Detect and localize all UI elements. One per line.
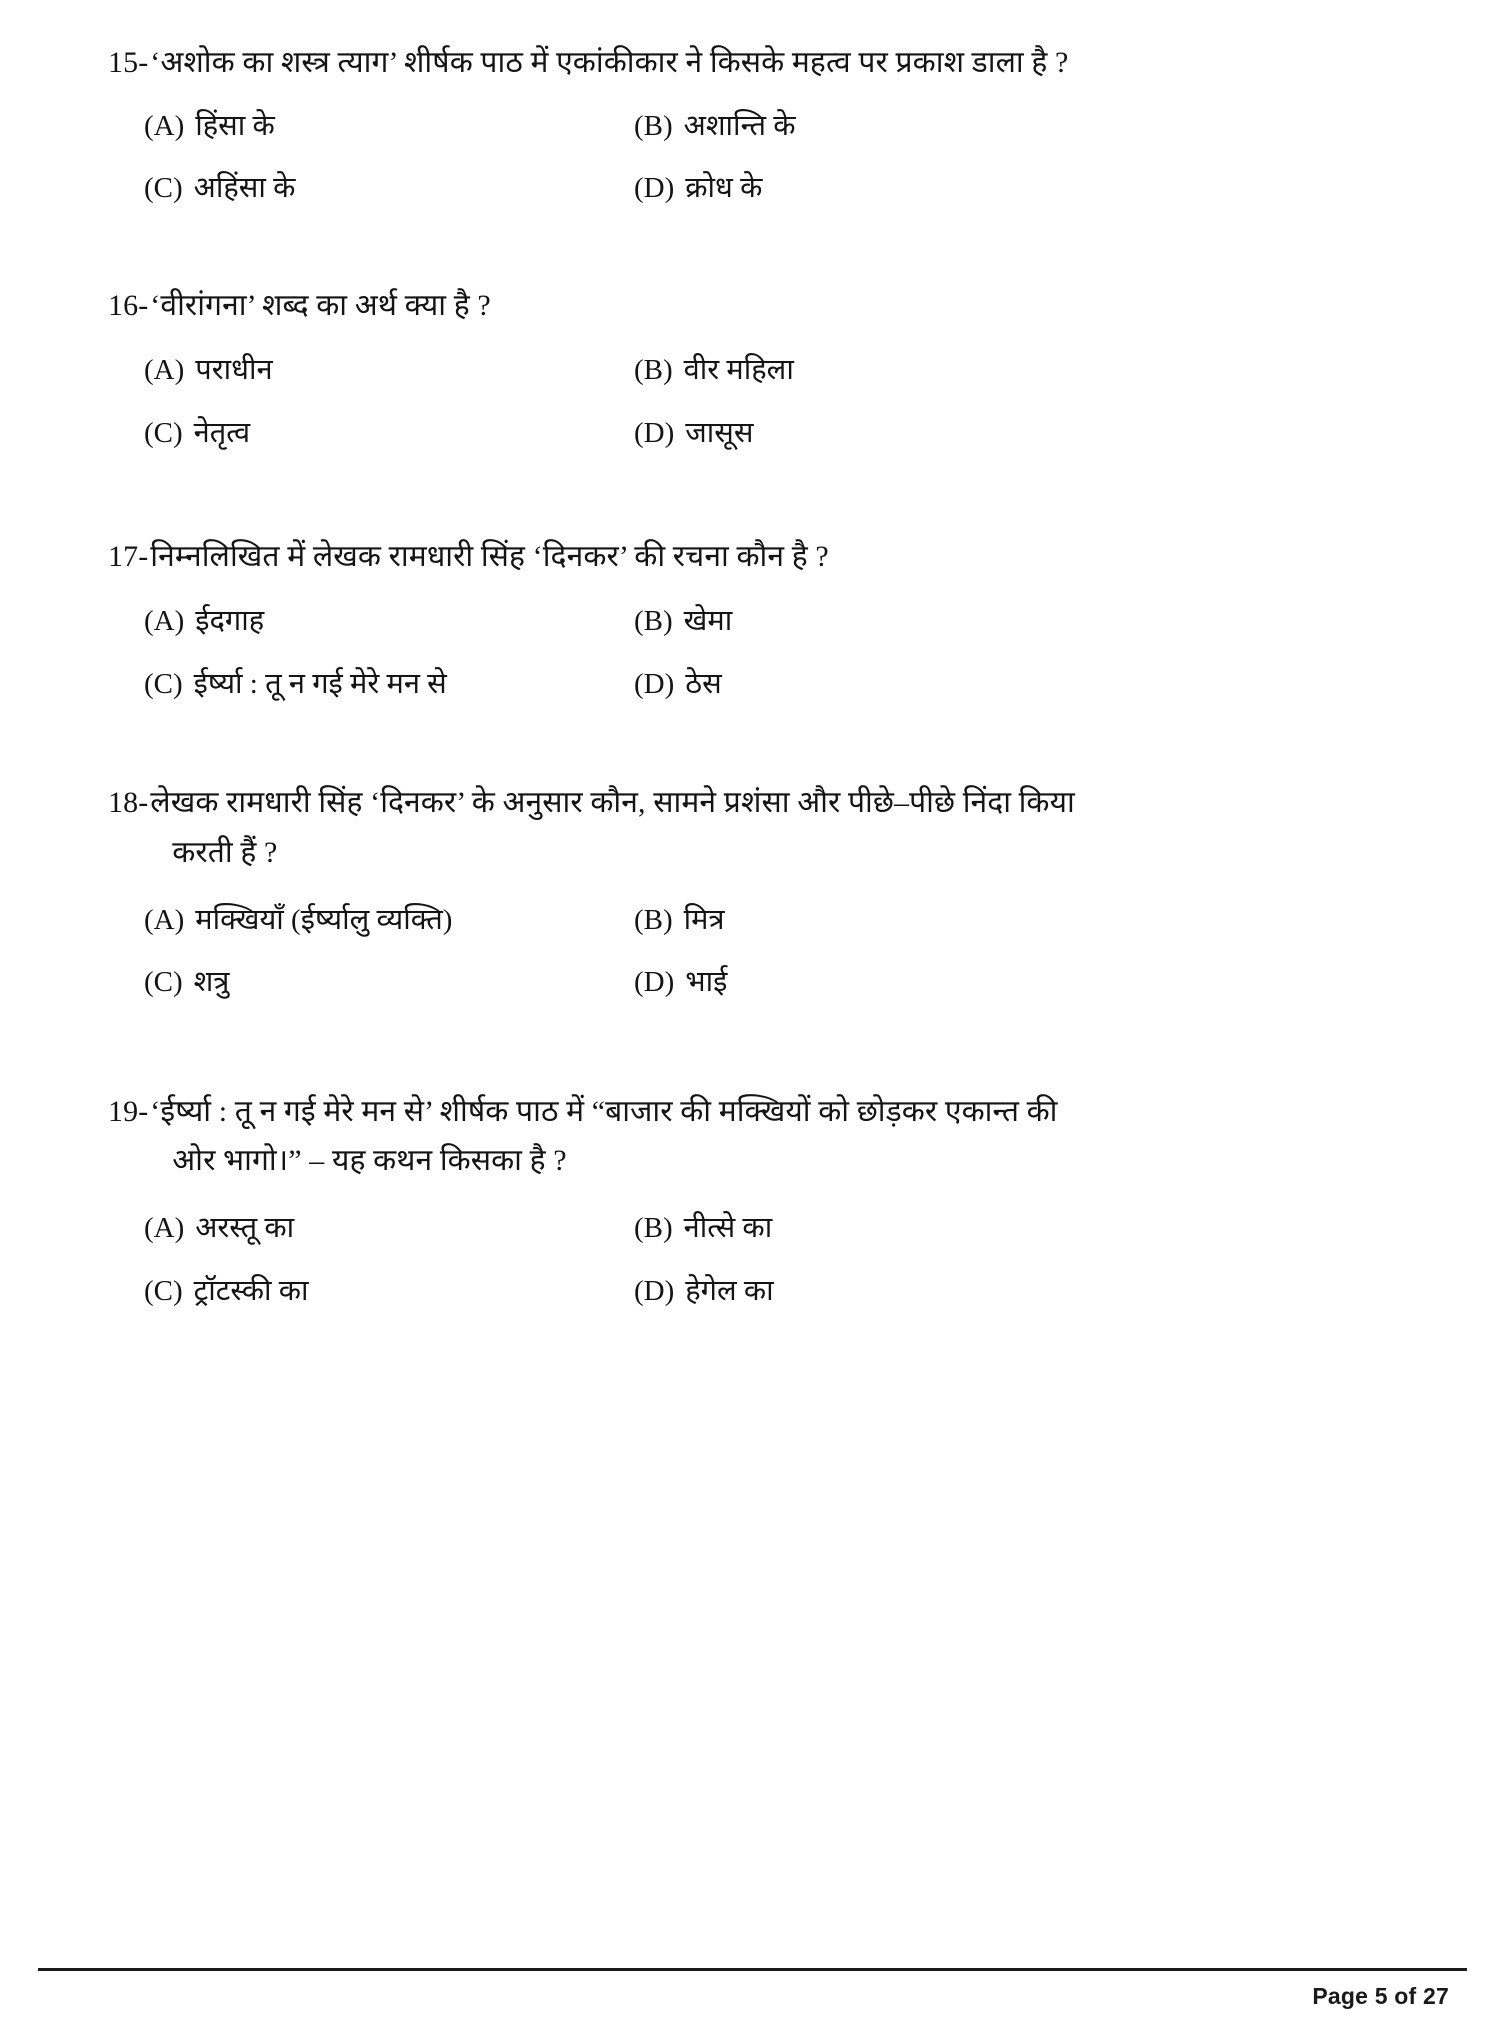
option-19-c[interactable]	[144, 1271, 634, 1312]
option-key-17-d: (D)	[634, 667, 675, 700]
option-key-17-a: (A)	[144, 605, 185, 638]
option-17-b[interactable]	[634, 601, 1403, 642]
option-key-15-b: (B)	[634, 109, 673, 142]
option-value-15-b: अशान्ति के	[683, 109, 796, 142]
question-text-19-line1: ‘ईर्ष्या : तू न गई मेरे मन से’ शीर्षक पाठ में “बाजार की मक्खियों को छोड़कर एकान्त की	[150, 1094, 1058, 1128]
option-value-19-b: नीत्से का	[683, 1211, 773, 1244]
option-key-17-c: (C)	[144, 667, 183, 700]
option-value-16-d: जासूस	[685, 416, 754, 449]
question-heading-15	[108, 40, 1403, 86]
option-17-a[interactable]	[144, 601, 634, 642]
options-18	[108, 900, 1403, 1003]
option-key-18-d: (D)	[634, 966, 675, 999]
option-key-16-b: (B)	[634, 354, 673, 387]
option-16-a[interactable]	[144, 350, 634, 391]
option-18-d[interactable]	[634, 962, 1403, 1003]
option-18-a[interactable]	[144, 900, 634, 941]
option-value-18-a: मक्खियाँ (ईर्ष्यालु व्यक्ति)	[195, 903, 453, 936]
option-16-b[interactable]	[634, 350, 1403, 391]
option-15-d[interactable]	[634, 168, 1403, 209]
footer-divider	[38, 1968, 1467, 1971]
option-row-18-ab	[144, 900, 1403, 941]
option-15-a[interactable]	[144, 106, 634, 147]
option-row-16-ab	[144, 350, 1403, 391]
option-key-19-b: (B)	[634, 1211, 673, 1244]
question-block-16	[108, 283, 1403, 454]
question-text-18-line1: लेखक रामधारी सिंह ‘दिनकर’ के अनुसार कौन, सामने प्रशंसा और पीछे–पीछे निंदा किया	[150, 786, 1075, 820]
option-key-16-a: (A)	[144, 354, 185, 387]
option-row-15-cd	[144, 168, 1403, 209]
option-key-16-d: (D)	[634, 416, 675, 449]
option-17-c[interactable]	[144, 664, 634, 705]
question-text-17: निम्नलिखित में लेखक रामधारी सिंह ‘दिनकर’ की रचना कौन है ?	[150, 539, 829, 573]
page-number-label: Page 5 of 27	[1312, 1983, 1449, 2009]
option-key-18-c: (C)	[144, 966, 183, 999]
option-key-16-c: (C)	[144, 416, 183, 449]
option-row-17-cd	[144, 664, 1403, 705]
option-16-c[interactable]	[144, 413, 634, 454]
option-key-19-a: (A)	[144, 1211, 185, 1244]
options-17	[108, 601, 1403, 704]
option-15-b[interactable]	[634, 106, 1403, 147]
option-value-19-c: ट्रॉटस्की का	[193, 1274, 309, 1307]
option-value-18-c: शत्रु	[193, 966, 230, 999]
option-value-17-c: ईर्ष्या : तू न गई मेरे मन से	[193, 667, 447, 700]
question-block-19	[108, 1089, 1403, 1311]
question-heading-19	[108, 1089, 1403, 1184]
option-key-17-b: (B)	[634, 605, 673, 638]
option-value-15-d: क्रोध के	[685, 172, 763, 205]
question-heading-18	[108, 780, 1403, 875]
options-19	[108, 1208, 1403, 1311]
question-text-15: ‘अशोक का शस्त्र त्याग’ शीर्षक पाठ में एकांकीकार ने किसके महत्व पर प्रकाश डाला है ?	[150, 46, 1069, 79]
option-value-17-a: ईदगाह	[195, 605, 265, 638]
option-row-17-ab	[144, 601, 1403, 642]
option-row-19-cd	[144, 1271, 1403, 1312]
option-value-16-b: वीर महिला	[683, 354, 794, 387]
option-row-15-ab	[144, 106, 1403, 147]
page-footer	[38, 1968, 1467, 2010]
question-block-15	[108, 40, 1403, 209]
option-value-15-c: अहिंसा के	[193, 172, 296, 205]
option-key-19-c: (C)	[144, 1274, 183, 1307]
option-16-d[interactable]	[634, 413, 1403, 454]
question-text-16: ‘वीरांगना’ शब्द का अर्थ क्या है ?	[150, 288, 491, 322]
question-number-18: 18-	[108, 786, 149, 820]
option-17-d[interactable]	[634, 664, 1403, 705]
option-key-18-b: (B)	[634, 903, 673, 936]
question-number-15: 15-	[108, 46, 149, 79]
option-value-19-d: हेगेल का	[685, 1274, 774, 1307]
question-block-17	[108, 534, 1403, 705]
option-key-19-d: (D)	[634, 1274, 675, 1307]
option-key-15-c: (C)	[144, 172, 183, 205]
option-value-16-c: नेतृत्व	[193, 416, 251, 449]
question-heading-17	[108, 534, 1403, 580]
option-19-b[interactable]	[634, 1208, 1403, 1249]
option-key-15-d: (D)	[634, 172, 675, 205]
option-value-16-a: पराधीन	[195, 354, 273, 387]
option-value-17-d: ठेस	[685, 667, 722, 700]
option-value-17-b: खेमा	[683, 605, 733, 638]
option-row-18-cd	[144, 962, 1403, 1003]
options-15	[108, 106, 1403, 209]
option-value-18-b: मित्र	[683, 903, 725, 936]
question-number-17: 17-	[108, 539, 149, 573]
option-19-a[interactable]	[144, 1208, 634, 1249]
option-18-c[interactable]	[144, 962, 634, 1003]
question-text-19-line2: ओर भागो।” – यह कथन किसका है ?	[172, 1144, 567, 1178]
question-text-18	[150, 780, 1403, 875]
option-row-19-ab	[144, 1208, 1403, 1249]
option-value-19-a: अरस्तू का	[195, 1211, 295, 1244]
question-list	[108, 40, 1403, 1311]
option-value-15-a: हिंसा के	[195, 109, 275, 142]
question-heading-16	[108, 283, 1403, 329]
option-15-c[interactable]	[144, 168, 634, 209]
options-16	[108, 350, 1403, 453]
option-value-18-d: भाई	[685, 966, 728, 999]
question-block-18	[108, 780, 1403, 1002]
question-text-19	[150, 1089, 1403, 1184]
option-19-d[interactable]	[634, 1271, 1403, 1312]
question-text-18-line2: करती हैं ?	[172, 835, 278, 869]
question-number-19: 19-	[108, 1094, 149, 1128]
option-key-18-a: (A)	[144, 903, 185, 936]
question-number-16: 16-	[108, 288, 149, 322]
option-row-16-cd	[144, 413, 1403, 454]
option-key-15-a: (A)	[144, 109, 185, 142]
option-18-b[interactable]	[634, 900, 1403, 941]
